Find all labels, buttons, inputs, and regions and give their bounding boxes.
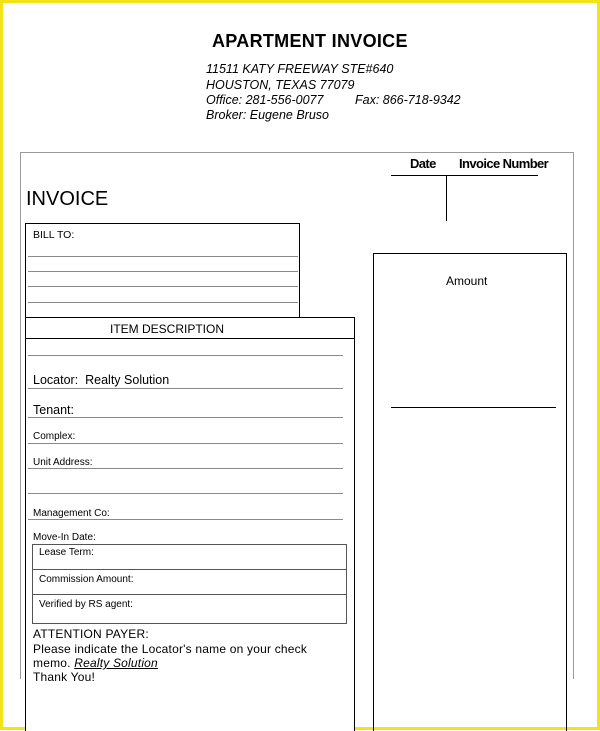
locator-field bbox=[33, 373, 169, 387]
header-divider bbox=[446, 175, 447, 221]
bill-to-line[interactable] bbox=[28, 256, 298, 257]
bill-to-line[interactable] bbox=[28, 271, 298, 272]
office-phone: Office: 281-556-0077 bbox=[206, 93, 324, 107]
lease-term-label: Lease Term: bbox=[39, 547, 94, 558]
attention-line-2 bbox=[33, 656, 158, 670]
attention-line-1: Please indicate the Locator's name on your check bbox=[33, 642, 308, 656]
commission-line[interactable] bbox=[33, 594, 346, 595]
amount-line[interactable] bbox=[391, 407, 556, 408]
item-description-title: ITEM DESCRIPTION bbox=[110, 322, 225, 336]
thank-you: Thank You! bbox=[33, 670, 96, 684]
fax-number: Fax: 866-718-9342 bbox=[355, 93, 461, 107]
verified-label: Verified by RS agent: bbox=[39, 599, 133, 610]
unit-address-label: Unit Address: bbox=[33, 457, 93, 468]
attention-heading: ATTENTION PAYER: bbox=[33, 627, 149, 641]
complex-line[interactable] bbox=[28, 443, 343, 444]
memo-prefix: memo. bbox=[33, 656, 75, 670]
invoice-number-header: Invoice Number bbox=[459, 156, 549, 171]
move-in-label: Move-In Date: bbox=[33, 532, 96, 543]
locator-line[interactable] bbox=[28, 388, 343, 389]
locator-value: Realty Solution bbox=[85, 373, 170, 387]
amount-box bbox=[373, 253, 567, 731]
invoice-label: INVOICE bbox=[26, 188, 109, 210]
unit-address-line[interactable] bbox=[28, 468, 343, 469]
management-label: Management Co: bbox=[33, 508, 110, 519]
broker-name: Broker: Eugene Bruso bbox=[206, 108, 329, 122]
address-line-1: 11511 KATY FREEWAY STE#640 bbox=[206, 62, 394, 76]
memo-name: Realty Solution bbox=[74, 656, 158, 670]
tenant-label: Tenant: bbox=[33, 403, 75, 417]
item-line[interactable] bbox=[28, 355, 343, 356]
document-title: APARTMENT INVOICE bbox=[212, 31, 408, 51]
bill-to-label: BILL TO: bbox=[33, 229, 75, 241]
management-line[interactable] bbox=[28, 519, 343, 520]
bill-to-line[interactable] bbox=[28, 286, 298, 287]
unit-address-line-2[interactable] bbox=[28, 493, 343, 494]
commission-label: Commission Amount: bbox=[39, 574, 134, 585]
amount-label: Amount bbox=[446, 274, 488, 288]
header-underline bbox=[391, 175, 538, 176]
date-header: Date bbox=[410, 156, 436, 171]
complex-label: Complex: bbox=[33, 431, 76, 442]
bill-to-line[interactable] bbox=[28, 302, 298, 303]
locator-label: Locator: bbox=[33, 373, 79, 387]
address-line-2: HOUSTON, TEXAS 77079 bbox=[206, 78, 355, 92]
item-title-divider bbox=[25, 338, 354, 339]
tenant-line[interactable] bbox=[28, 417, 343, 418]
contact-line bbox=[206, 93, 506, 107]
lease-term-line[interactable] bbox=[33, 569, 346, 570]
